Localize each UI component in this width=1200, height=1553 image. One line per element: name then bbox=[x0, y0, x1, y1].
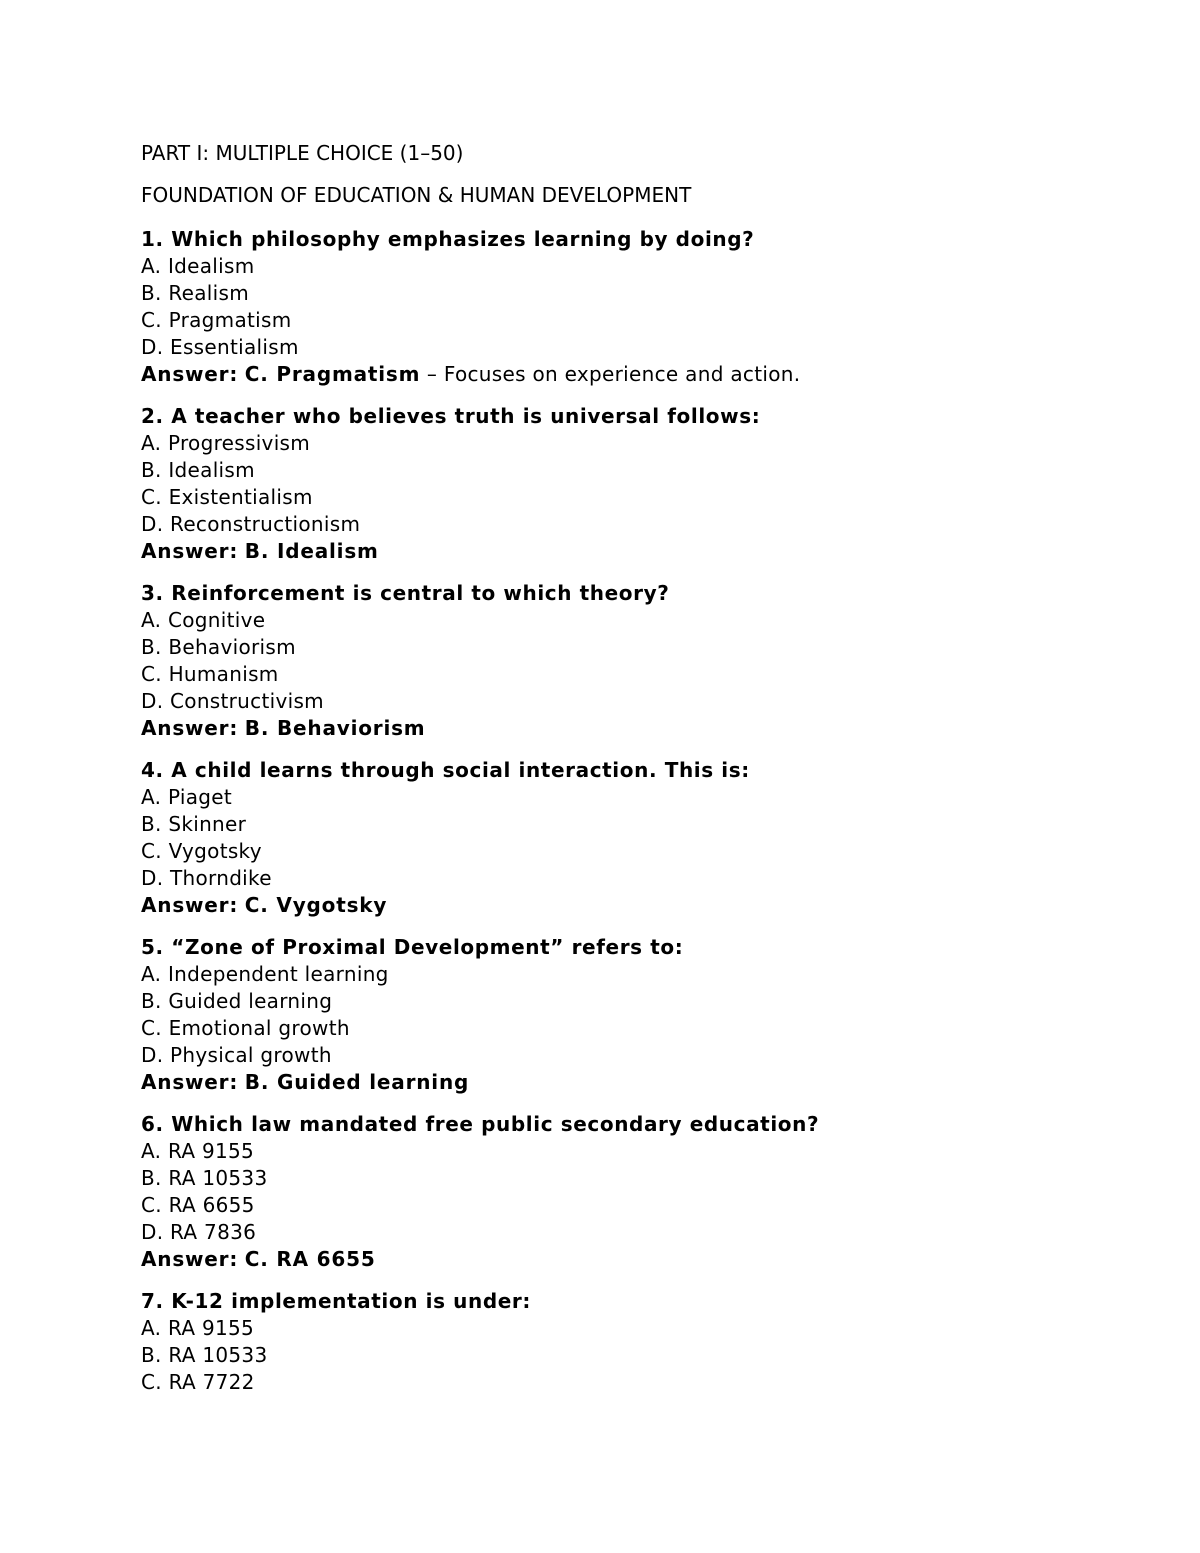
option-c: C. Emotional growth bbox=[141, 1016, 350, 1040]
option-c: C. Humanism bbox=[141, 662, 279, 686]
question-text: 1. Which philosophy emphasizes learning by doing? bbox=[141, 227, 755, 251]
option-a: A. Progressivism bbox=[141, 431, 311, 455]
option-list bbox=[141, 253, 1141, 361]
option-a: A. RA 9155 bbox=[141, 1316, 255, 1340]
option-d: D. Thorndike bbox=[141, 866, 272, 890]
section-title: FOUNDATION OF EDUCATION & HUMAN DEVELOPMENT bbox=[141, 183, 692, 207]
answer-label: Answer: bbox=[141, 1247, 239, 1271]
option-d: D. Essentialism bbox=[141, 335, 299, 359]
question-2 bbox=[141, 403, 1141, 565]
option-a: A. Idealism bbox=[141, 254, 255, 278]
option-a: A. Independent learning bbox=[141, 962, 389, 986]
option-d: D. Reconstructionism bbox=[141, 512, 361, 536]
option-list bbox=[141, 430, 1141, 538]
answer-value: B. Behaviorism bbox=[244, 716, 426, 740]
answer-value: B. Guided learning bbox=[244, 1070, 470, 1094]
option-b: B. RA 10533 bbox=[141, 1343, 268, 1367]
answer-line bbox=[141, 892, 1141, 919]
option-a: A. RA 9155 bbox=[141, 1139, 255, 1163]
answer-label: Answer: bbox=[141, 539, 239, 563]
option-list bbox=[141, 784, 1141, 892]
question-3 bbox=[141, 580, 1141, 742]
answer-line bbox=[141, 1246, 1141, 1273]
option-c: C. RA 6655 bbox=[141, 1193, 255, 1217]
option-c: C. RA 7722 bbox=[141, 1370, 255, 1394]
option-a: A. Cognitive bbox=[141, 608, 266, 632]
option-list bbox=[141, 1315, 1141, 1396]
option-b: B. RA 10533 bbox=[141, 1166, 268, 1190]
answer-note: – Focuses on experience and action. bbox=[420, 362, 801, 386]
answer-value: C. Vygotsky bbox=[244, 893, 388, 917]
answer-line bbox=[141, 538, 1141, 565]
question-text: 6. Which law mandated free public secondary education? bbox=[141, 1112, 820, 1136]
document-page bbox=[141, 140, 1141, 1411]
option-c: C. Vygotsky bbox=[141, 839, 262, 863]
answer-value: C. Pragmatism bbox=[244, 362, 421, 386]
answer-line bbox=[141, 715, 1141, 742]
question-text: 3. Reinforcement is central to which theory? bbox=[141, 581, 670, 605]
question-4 bbox=[141, 757, 1141, 919]
option-b: B. Behaviorism bbox=[141, 635, 296, 659]
option-c: C. Existentialism bbox=[141, 485, 313, 509]
question-6 bbox=[141, 1111, 1141, 1273]
option-d: D. Physical growth bbox=[141, 1043, 332, 1067]
question-text: 7. K-12 implementation is under: bbox=[141, 1289, 531, 1313]
question-1 bbox=[141, 226, 1141, 388]
answer-value: B. Idealism bbox=[244, 539, 379, 563]
question-text: 2. A teacher who believes truth is universal follows: bbox=[141, 404, 761, 428]
question-text: 5. “Zone of Proximal Development” refers to: bbox=[141, 935, 684, 959]
answer-label: Answer: bbox=[141, 893, 239, 917]
question-7 bbox=[141, 1288, 1141, 1396]
answer-label: Answer: bbox=[141, 1070, 239, 1094]
question-5 bbox=[141, 934, 1141, 1096]
answer-line bbox=[141, 1069, 1141, 1096]
answer-value: C. RA 6655 bbox=[244, 1247, 376, 1271]
option-list bbox=[141, 1138, 1141, 1246]
option-list bbox=[141, 607, 1141, 715]
option-b: B. Guided learning bbox=[141, 989, 333, 1013]
answer-label: Answer: bbox=[141, 716, 239, 740]
option-b: B. Realism bbox=[141, 281, 250, 305]
answer-line bbox=[141, 361, 1141, 388]
option-a: A. Piaget bbox=[141, 785, 233, 809]
part-title: PART I: MULTIPLE CHOICE (1–50) bbox=[141, 141, 464, 165]
option-b: B. Idealism bbox=[141, 458, 255, 482]
question-text: 4. A child learns through social interaction. This is: bbox=[141, 758, 750, 782]
option-b: B. Skinner bbox=[141, 812, 247, 836]
option-d: D. RA 7836 bbox=[141, 1220, 257, 1244]
option-list bbox=[141, 961, 1141, 1069]
answer-label: Answer: bbox=[141, 362, 239, 386]
option-c: C. Pragmatism bbox=[141, 308, 292, 332]
option-d: D. Constructivism bbox=[141, 689, 324, 713]
